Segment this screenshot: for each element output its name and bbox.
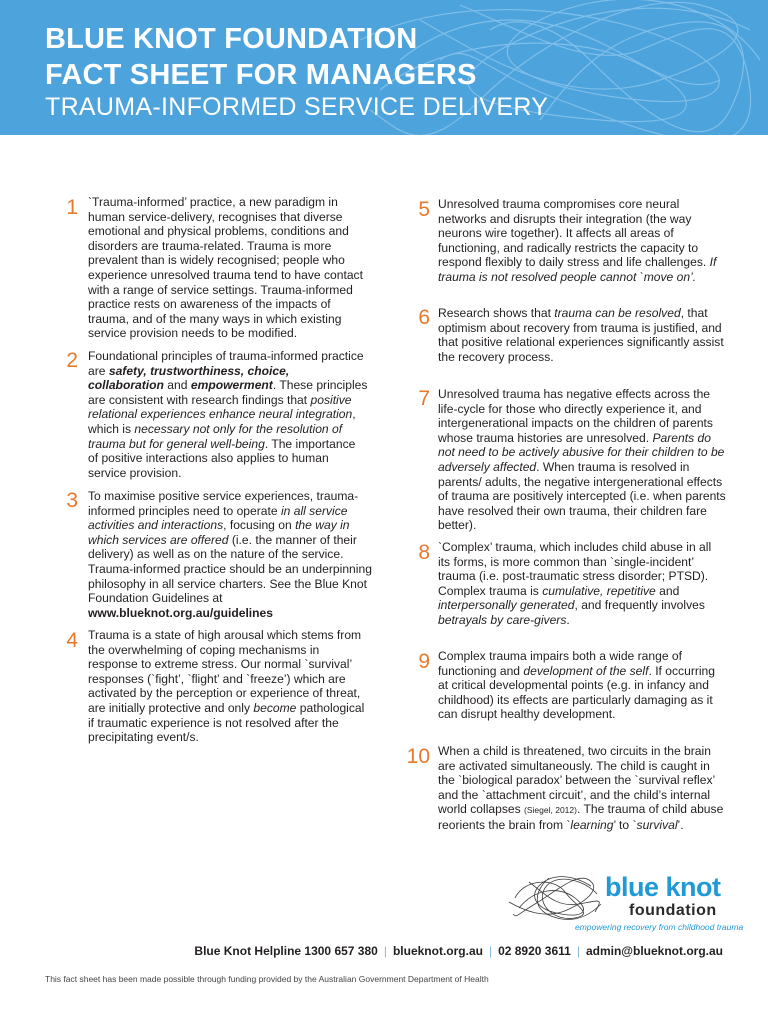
item-number: 6 bbox=[418, 306, 430, 329]
logo-foundation: foundation bbox=[629, 902, 717, 919]
item-text: Research shows that trauma can be resolved, that optimism about recovery from trauma is justified, and that positive relational experiences significantly assist the recovery process. bbox=[438, 306, 724, 364]
item-text: Trauma is a state of high arousal which stems from the overwhelming of coping mechanisms in response to extreme stress. Our normal `survival’ responses (`fight’, `flight’ and `freeze’) which are activated by the perception or experience of threat, are initially protective and only become pathological if traumatic experience is not resolved after the precipitating event/s. bbox=[88, 628, 365, 745]
logo-wordmark: blue knot bbox=[605, 872, 721, 902]
knot-logo-icon bbox=[505, 874, 605, 922]
helpline[interactable]: Blue Knot Helpline 1300 657 380 bbox=[194, 944, 378, 958]
header-banner bbox=[0, 0, 768, 135]
item-number: 7 bbox=[418, 387, 430, 410]
item-text: When a child is threatened, two circuits in the brain are activated simultaneously. The child is caught in the `biological paradox’ between the `survival reflex’ and the `attachment circuit’, and the child’s internal world collapses (Siegel, 2012). The trauma of child abuse reorients the brain from `learning’ to `survival’. bbox=[438, 744, 724, 832]
contact-footer bbox=[0, 944, 723, 958]
logo-tagline: empowering recovery from childhood trauma bbox=[575, 922, 744, 932]
item-text: `Complex’ trauma, which includes child abuse in all its forms, is more common than `single-incident’ trauma (i.e. post-traumatic stress disorder; PTSD). Complex trauma is cumulative, repetitive and interpersonally generated, and frequently involves betrayals by care-givers. bbox=[438, 540, 712, 627]
header-title: BLUE KNOT FOUNDATION bbox=[45, 23, 418, 55]
item-number: 9 bbox=[418, 650, 430, 673]
separator: | bbox=[576, 944, 580, 958]
item-text: Foundational principles of trauma-informed practice are safety, trustworthiness, choice, collaboration and empowerment. These principles are consistent with research findings that positive relational experiences enhance neural integration, which is necessary not only for the resolution of trauma but for general well-being. The importance of positive interactions also applies to human service provision. bbox=[88, 349, 368, 480]
item-text: Complex trauma impairs both a wide range of functioning and development of the self. If occurring at critical developmental points (e.g. in infancy and childhood) its effects are particularly damaging as it can disrupt healthy development. bbox=[438, 649, 716, 722]
item-text: Unresolved trauma has negative effects across the life-cycle for those who directly experience it, and intergenerational impacts on the children of parents whose trauma histories are unresolved. Parents do not need to be actively abusive for their children to be adversely affected. When trauma is resolved in parents/ adults, the negative intergenerational effects of trauma are positively intercepted (i.e. when parents have resolved their own trauma, their children fare better). bbox=[438, 387, 726, 533]
item-number: 2 bbox=[66, 349, 78, 372]
website-link[interactable]: blueknot.org.au bbox=[392, 944, 483, 958]
item-number: 3 bbox=[66, 489, 78, 512]
item-text: Unresolved trauma compromises core neural networks and disrupts their integration (the way neurons wire together). It affects all areas of functioning, and radically restricts the capacity to respond flexibly to daily stress and life challenges. If trauma is not resolved people cannot `move on’. bbox=[438, 197, 717, 284]
separator: | bbox=[383, 944, 387, 958]
item-text: `Trauma-informed’ practice, a new paradigm in human service-delivery, recognises that diverse emotional and physical problems, conditions and disorders are trauma-related. Trauma is more prevalent than is widely recognised; people who experience unresolved trauma tend to have contact with a range of service settings. Trauma-informed practice rests on awareness of the impacts of trauma, and of the many ways in which existing service provision needs to be modified. bbox=[88, 195, 363, 341]
item-text: To maximise positive service experiences, trauma-informed principles need to operate in all service activities and interactions, focusing on the way in which services are offered (i.e. the manner of their delivery) as well as on the nature of the service. Trauma-informed practice should be an underpinning philosophy in all service charters. See the Blue Knot Foundation Guidelines at www.blueknot.org.au/guidelines bbox=[88, 489, 372, 620]
email-link[interactable]: admin@blueknot.org.au bbox=[585, 944, 723, 958]
phone-number[interactable]: 02 8920 3611 bbox=[498, 944, 571, 958]
header-subtitle: FACT SHEET FOR MANAGERS bbox=[45, 59, 477, 91]
funding-credit: This fact sheet has been made possible through funding provided by the Australian Government Department of Health bbox=[45, 974, 489, 984]
item-number: 10 bbox=[406, 745, 430, 768]
separator: | bbox=[488, 944, 493, 958]
header-topic: TRAUMA-INFORMED SERVICE DELIVERY bbox=[45, 93, 549, 121]
guidelines-link[interactable]: www.blueknot.org.au/guidelines bbox=[88, 605, 274, 620]
item-number: 1 bbox=[66, 196, 78, 219]
item-number: 4 bbox=[66, 629, 78, 652]
item-number: 5 bbox=[418, 198, 430, 221]
blue-knot-logo bbox=[505, 872, 744, 942]
item-number: 8 bbox=[418, 541, 430, 564]
